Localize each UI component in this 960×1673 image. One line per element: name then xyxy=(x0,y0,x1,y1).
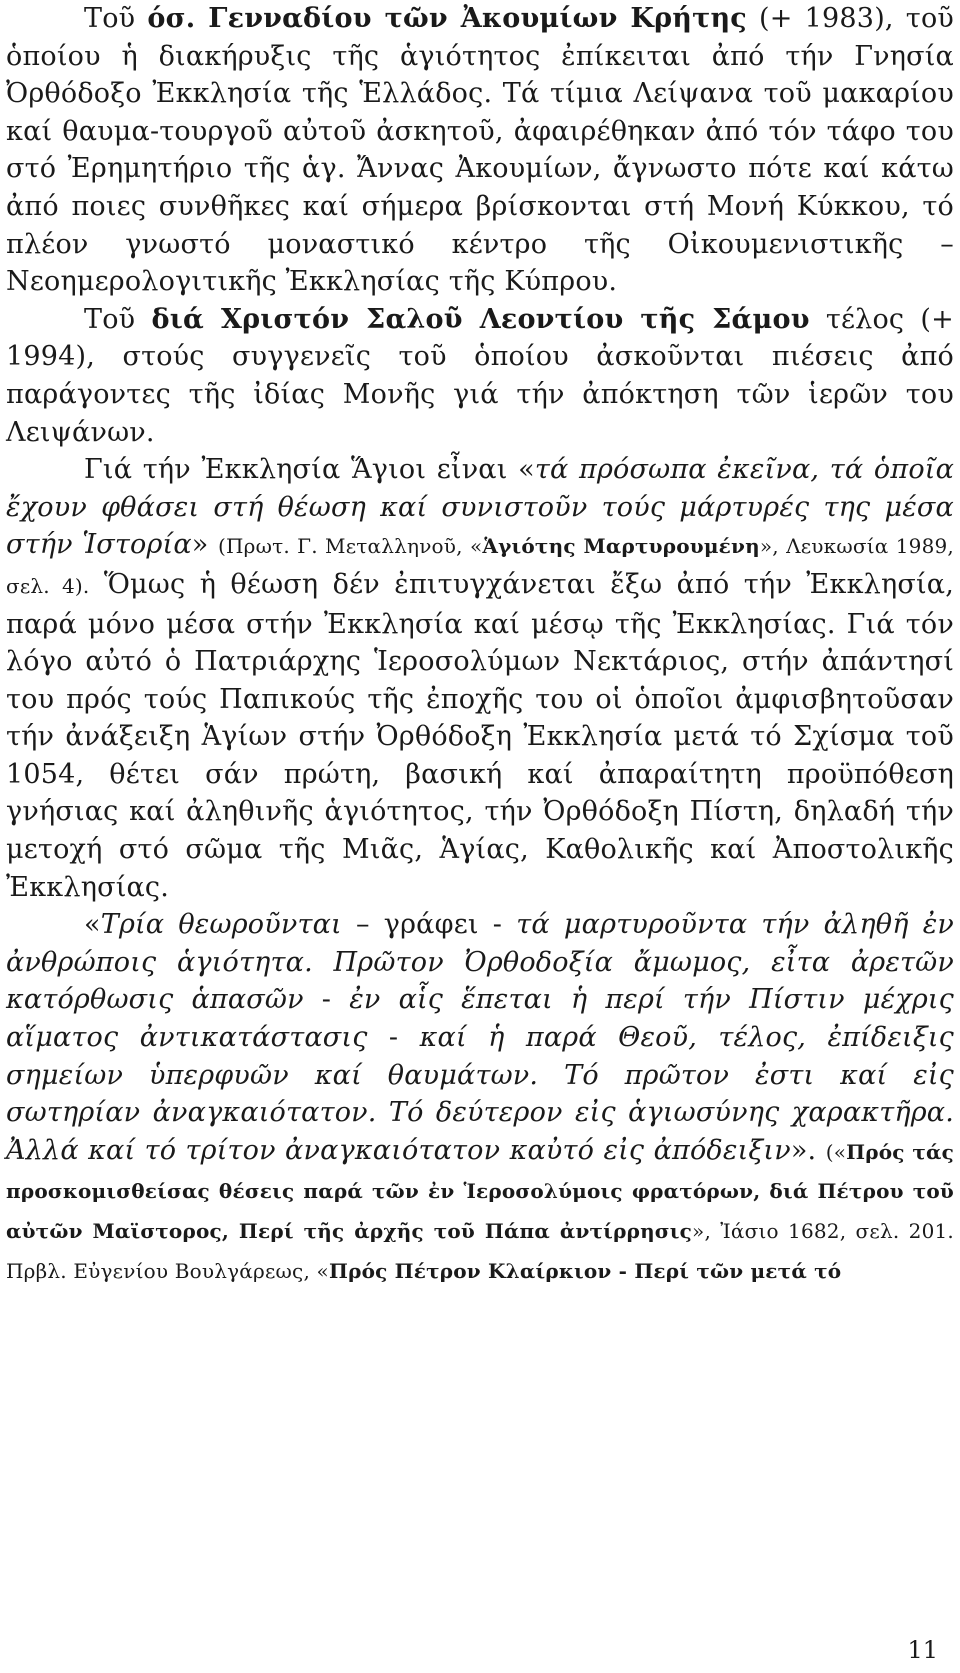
quote-italic: τά μαρτυροῦντα τήν ἀληθῆ ἐν ἀνθρώποις ἁγιότητα. Πρῶτον Ὀρθοδοξία ἄμωμος, εἶτα ἀρετῶν κατόρθωσις ἁπασῶν xyxy=(6,909,954,1016)
citation-title: Ἁγιότης Μαρτυρουμένη xyxy=(482,534,760,559)
text-run: « xyxy=(84,909,101,941)
citation-title: Πρός Πέτρον Κλαίρκιον - Περί τῶν μετά τό xyxy=(329,1258,842,1283)
text-run: - xyxy=(367,1022,420,1054)
text-run: τέλος (+ 1994), στούς συγγενεῖς τοῦ ὁποίου ἀσκοῦνται πιέσεις ἀπό παράγοντες τῆς ἰδίας Μονῆς γιά τήν ἀπόκτηση τῶν ἱερῶν του Λειψάνων. xyxy=(6,303,954,448)
text-run: Τοῦ xyxy=(84,3,148,34)
paragraph-three-criteria xyxy=(6,906,954,1290)
citation: (Πρωτ. Γ. Μεταλληνοῦ, « xyxy=(217,534,483,559)
quote-italic: Τρία θεωροῦνται xyxy=(100,909,342,941)
quote-italic: τά πρόσωπα ἐκεῖνα, τά ὁποῖα ἔχουν φθάσει στή θέωση καί συνιστοῦν τούς μάρτυρές της μέσα στήν Ἱστορία xyxy=(6,454,955,561)
text-run: Τοῦ xyxy=(84,303,152,335)
text-run: – γράφει - xyxy=(341,909,517,941)
saint-name-bold: όσ. Γενναδίου τῶν Ἀκουμίων Κρήτης xyxy=(147,3,747,34)
paragraph-gennadios xyxy=(6,0,954,301)
text-run: » xyxy=(191,529,218,561)
page-number: 11 xyxy=(907,1636,938,1664)
quote-italic: καί ἡ παρά Θεοῦ, τέλος, ἐπίδειξις σημείων ὑπερφυῶν καί θαυμάτων. Τό πρῶτον ἐστι καί εἰς σωτηρίαν ἀναγκαιότατον. Τό δεύτερον εἰς ἁγιωσύνης χαρακτῆρα. Ἀλλά καί τό τρίτον ἀναγκαιότατον καὐτό εἰς ἀπόδειξιν xyxy=(6,1022,954,1166)
text-run: Γιά τήν Ἐκκλησία Ἅγιοι εἶναι « xyxy=(84,454,535,486)
citation: », Λευκωσία 1989, σελ. 4). xyxy=(6,534,954,598)
citation-title: Πρός τάς προσκομισθείσας θέσεις παρά τῶν ἐν Ἱεροσολύμοις φρατόρων, διά Πέτρου τοῦ αὐτῶν Μαϊστορος, Περί τῆς ἀρχῆς τοῦ Πάπα ἀντίρρησις xyxy=(6,1139,954,1243)
text-run: Ὅμως ἡ θέωση δέν ἐπιτυγχάνεται ἔξω ἀπό τήν Ἐκκλησία, παρά μόνο μέσα στήν Ἐκκλησία καί μέσῳ τῆς Ἐκκλησίας. Γιά τόν λόγο αὐτό ὁ Πατριάρχης Ἱεροσολύμων Νεκτάριος, στήν ἀπάντησί του πρός τούς Παπικούς τῆς ἐποχῆς του οἱ ὁποῖοι ἀμφισβητοῦσαν τήν ἀνάξειξη Ἁγίων στήν Ὀρθόδοξη Ἐκκλησία μετά τό Σχίσμα τοῦ 1054, θέτει σάν πρώτη, βασική καί ἀπαραίτητη προϋπόθεση γνήσιας καί ἀληθινῆς ἁγιότητος, τήν Ὀρθόδοξη Πίστη, δηλαδή τήν μετοχή στό σῶμα τῆς Μιᾶς, Ἁγίας, Καθολικῆς καί Ἀποστολικῆς Ἐκκλησίας. xyxy=(6,568,954,903)
paragraph-leontios xyxy=(6,301,954,451)
paragraph-theosis xyxy=(6,451,954,906)
quote-italic: ἐν αἷς ἕπεται ἡ περί τήν Πίστιν μέχρις αἵματος ἀντικατάστασις xyxy=(6,984,955,1054)
text-run: - xyxy=(303,984,350,1016)
saint-name-bold: διά Χριστόν Σαλοῦ Λεοντίου τῆς Σάμου xyxy=(151,303,810,335)
citation: (« xyxy=(825,1139,847,1164)
body-text xyxy=(6,0,954,1290)
text-run: ». xyxy=(790,1134,826,1166)
text-run: (+ 1983), τοῦ ὁποίου ἡ διακήρυξις τῆς ἁγιότητος ἐπίκειται ἀπό τήν Γνησία Ὀρθόδοξο Ἐκκλησία τῆς Ἑλλάδος. Τά τίμια Λείψανα τοῦ μακαρίου καί θαυμα-τουργοῦ αὐτοῦ ἀσκητοῦ, ἀφαιρέθηκαν ἀπό τόν τάφο του στό Ἐρημητήριο τῆς ἁγ. Ἄννας Ἀκουμίων, ἄγνωστο πότε καί κάτω ἀπό ποιες συνθῆκες καί σήμερα βρίσκονται στή Μονή Κύκκου, τό πλέον γνωστό μοναστικό κέντρο τῆς Οἰκουμενιστικῆς – Νεοημερολογιτικῆς Ἐκκλησίας τῆς Κύπρου. xyxy=(6,3,955,298)
citation: », Ἰάσιο 1682, σελ. 201. Πρβλ. Εὐγενίου Βουλγάρεως, « xyxy=(6,1219,954,1283)
